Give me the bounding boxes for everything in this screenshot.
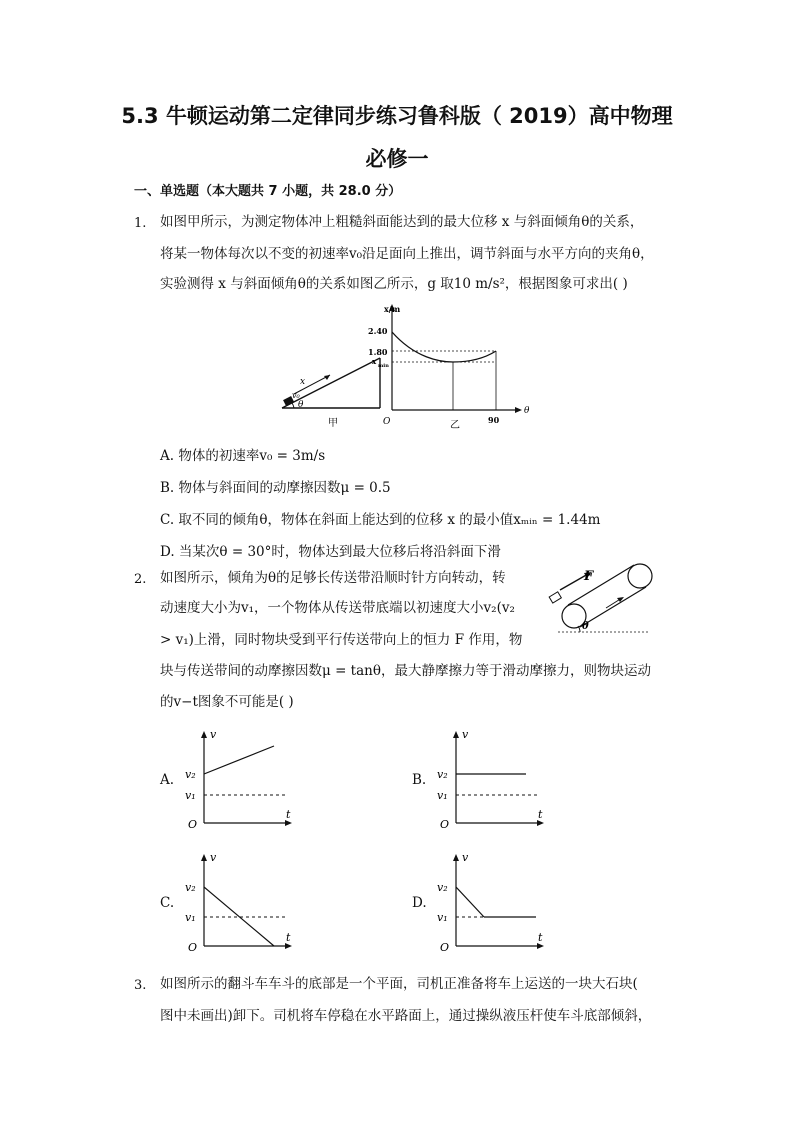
graph-a-v-axis: v bbox=[210, 728, 217, 741]
tick-xmin-sub: min bbox=[378, 363, 389, 369]
question-3-line-1: 如图所示的翻斗车车斗的底部是一个平面，司机正准备将车上运送的一块大石块( bbox=[160, 976, 638, 992]
v0-label: v₀ bbox=[292, 391, 300, 400]
graph-c-v1: v₁ bbox=[185, 911, 196, 924]
question-2-number: 2. bbox=[134, 572, 147, 587]
question-2-conveyor-figure bbox=[538, 560, 662, 636]
graph-b-t-axis: t bbox=[538, 808, 543, 821]
question-2-line-2: 动速度大小为v₁，一个物体从传送带底端以初速度大小v₂(v₂ bbox=[160, 600, 515, 616]
question-1-figure bbox=[270, 300, 540, 435]
graph-d-t-axis: t bbox=[538, 931, 543, 944]
graph-d-letter[interactable]: D. bbox=[412, 895, 427, 911]
graph-a-origin: O bbox=[188, 818, 198, 831]
incline-hypotenuse bbox=[282, 358, 380, 408]
graph-c[interactable] bbox=[182, 851, 302, 956]
graph-a-letter[interactable]: A. bbox=[160, 772, 175, 788]
question-1-line-2: 将某一物体每次以不变的初速率v₀沿足面向上推出，调节斜面与水平方向的夹角θ， bbox=[160, 246, 654, 262]
graph-curve bbox=[392, 332, 496, 362]
graph-b-origin: O bbox=[440, 818, 450, 831]
label-jia: 甲 bbox=[328, 418, 338, 429]
graph-c-v-axis: v bbox=[210, 851, 217, 864]
question-1-number: 1. bbox=[134, 216, 147, 231]
tick-90: 90 bbox=[488, 415, 500, 425]
question-3-line-2: 图中未画出)卸下。司机将车停稳在水平路面上，通过操纵液压杆使车斗底部倾斜， bbox=[160, 1008, 652, 1024]
question-1-option-c[interactable]: C. 取不同的倾角θ，物体在斜面上能达到的位移 x 的最小值xₘᵢₙ = 1.44m bbox=[160, 512, 601, 528]
x-label: x bbox=[300, 377, 306, 387]
graph-b-v1: v₁ bbox=[437, 789, 448, 802]
graph-b-v-axis: v bbox=[462, 728, 469, 741]
graph-a-v1: v₁ bbox=[185, 789, 196, 802]
graph-a[interactable] bbox=[182, 728, 302, 833]
question-3-number: 3. bbox=[134, 978, 147, 993]
graph-b-v2: v₂ bbox=[437, 768, 448, 781]
graph-c-origin: O bbox=[188, 941, 198, 954]
page-title-continued: 必修一 bbox=[365, 147, 429, 171]
graph-d-v1: v₁ bbox=[437, 911, 448, 924]
section-heading: 一、单选题（本大题共 7 小题，共 28.0 分） bbox=[134, 184, 402, 199]
page-title: 5.3 牛顿运动第二定律同步练习鲁科版（ 2019）高中物理 bbox=[121, 104, 673, 128]
question-1-option-a[interactable]: A. 物体的初速率v₀ = 3m/s bbox=[160, 448, 326, 464]
theta-label: θ bbox=[298, 400, 304, 410]
question-2-line-1: 如图所示，倾角为θ的足够长传送带沿顺时针方向转动，转 bbox=[160, 570, 506, 586]
graph-c-v2: v₂ bbox=[185, 881, 196, 894]
graph-b[interactable] bbox=[434, 728, 554, 833]
force-label: F bbox=[584, 569, 594, 584]
angle-label: θ bbox=[582, 621, 589, 632]
graph-c-t-axis: t bbox=[286, 931, 291, 944]
graph-a-t-axis: t bbox=[286, 808, 291, 821]
graph-origin: O bbox=[383, 417, 391, 427]
question-2-line-4: 块与传送带间的动摩擦因数μ = tanθ，最大静摩擦力等于滑动摩擦力，则物块运动 bbox=[160, 663, 651, 679]
tick-2-40: 2.40 bbox=[368, 326, 388, 336]
graph-c-letter[interactable]: C. bbox=[160, 895, 175, 911]
question-2-line-5: 的v−t图象不可能是( ) bbox=[160, 694, 294, 710]
question-1-line-3: 实验测得 x 与斜面倾角θ的关系如图乙所示，g 取10 m/s²，根据图象可求出( ) bbox=[160, 276, 628, 292]
graph-y-axis-label: x/m bbox=[384, 304, 401, 314]
question-2-line-3: > v₁)上滑，同时物块受到平行传送带向上的恒力 F 作用，物 bbox=[160, 632, 523, 648]
question-1-option-d[interactable]: D. 当某次θ = 30°时，物体达到最大位移后将沿斜面下滑 bbox=[160, 544, 501, 560]
graph-x-axis-label: θ bbox=[524, 406, 530, 416]
graph-a-v2: v₂ bbox=[185, 768, 196, 781]
graph-d-v-axis: v bbox=[462, 851, 469, 864]
graph-b-letter[interactable]: B. bbox=[412, 772, 427, 788]
label-yi: 乙 bbox=[450, 420, 460, 431]
graph-d-origin: O bbox=[440, 941, 450, 954]
question-1-option-b[interactable]: B. 物体与斜面间的动摩擦因数μ = 0.5 bbox=[160, 480, 391, 496]
tick-1-80: 1.80 bbox=[368, 347, 388, 357]
graph-d[interactable] bbox=[434, 851, 554, 956]
question-1-line-1: 如图甲所示，为测定物体冲上粗糙斜面能达到的最大位移 x 与斜面倾角θ的关系， bbox=[160, 214, 644, 230]
graph-d-v2: v₂ bbox=[437, 881, 448, 894]
tick-xmin: x bbox=[372, 357, 377, 366]
